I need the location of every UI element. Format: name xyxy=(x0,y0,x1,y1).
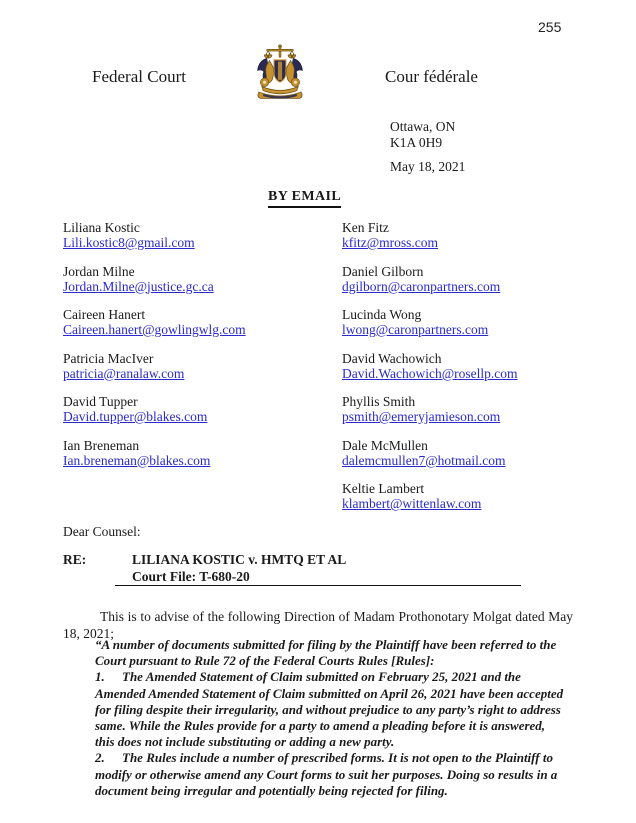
quote-item-number: 2. xyxy=(95,750,105,766)
recipient-name: Dale McMullen xyxy=(342,437,428,453)
recipient-email-link[interactable]: lwong@caronpartners.com xyxy=(342,322,489,337)
recipient xyxy=(63,351,335,381)
recipient-name: Phyllis Smith xyxy=(342,394,416,409)
recipient-email-link[interactable]: Ian.breneman@blakes.com xyxy=(63,452,211,468)
recipient-email-link[interactable]: Caireen.hanert@gowlingwlg.com xyxy=(63,322,246,337)
recipient xyxy=(63,220,335,250)
recipient xyxy=(342,438,630,468)
court-title-french: Cour fédérale xyxy=(385,67,478,86)
address-city: Ottawa, ON xyxy=(390,119,456,134)
case-title: LILIANA KOSTIC v. HMTQ ET AL xyxy=(132,552,347,567)
recipient-name: Liliana Kostic xyxy=(63,220,140,235)
quote-lead-paragraph: “A number of documents submitted for filing by the Plaintiff have been referred to the Court pursuant to Rule 72 of the Federal Courts Rules [Rules]: xyxy=(95,637,557,669)
page-number: 255 xyxy=(538,19,562,35)
delivery-method-heading: BY EMAIL xyxy=(268,189,341,208)
intro-paragraph: This is to advise of the following Direction of Madam Prothonotary Molgat dated May 18, 2021; xyxy=(63,608,573,641)
letter-date: May 18, 2021 xyxy=(390,159,466,174)
direction-quote-block xyxy=(95,637,567,799)
recipient-email-link[interactable]: patricia@ranalaw.com xyxy=(63,365,185,381)
recipient xyxy=(63,394,335,424)
recipient-email-link[interactable]: dalemcmullen7@hotmail.com xyxy=(342,452,506,468)
recipient-name: Jordan Milne xyxy=(63,263,135,279)
recipient xyxy=(342,264,630,294)
re-underline-rule xyxy=(115,585,521,586)
recipient xyxy=(342,394,630,424)
recipient-name: Caireen Hanert xyxy=(63,307,146,322)
recipient xyxy=(63,307,335,337)
salutation: Dear Counsel: xyxy=(63,524,141,539)
recipient-name: Patricia MacIver xyxy=(63,350,154,366)
quote-item-text: The Amended Statement of Claim submitted on February 25, 2021 and the Amended Amended Statement of Claim submitted on April 26, 2021 have been accepted for filing despite their irregularity, and without prejudice to any party’s right to address same. While the Rules provide for a party to amend a pleading before it is answered, this does not include substituting or adding a new party. xyxy=(95,669,564,750)
recipient xyxy=(342,481,630,511)
recipient xyxy=(63,264,335,294)
recipient-email-link[interactable]: dgilborn@caronpartners.com xyxy=(342,278,501,294)
recipient-name: Ken Fitz xyxy=(342,220,389,235)
re-subject-block xyxy=(63,552,533,585)
recipient-name: Daniel Gilborn xyxy=(342,263,424,279)
recipient-email-link[interactable]: David.tupper@blakes.com xyxy=(63,409,208,424)
recipient-column-left xyxy=(63,220,335,481)
recipient-name: Keltie Lambert xyxy=(342,481,425,496)
quote-item-text: The Rules include a number of prescribed forms. It is not open to the Plaintiff to modify or otherwise amend any Court forms to suit her purposes. Doing so results in a document being irregular and potentially being rejected for filing. xyxy=(95,750,558,798)
court-title-english: Federal Court xyxy=(92,67,186,86)
recipient xyxy=(342,307,630,337)
address-postal-code: K1A 0H9 xyxy=(390,135,443,150)
recipient-column-right xyxy=(342,220,630,525)
court-address xyxy=(390,119,455,151)
recipient xyxy=(342,351,630,381)
recipient-email-link[interactable]: David.Wachowich@rosellp.com xyxy=(342,365,518,381)
recipient-email-link[interactable]: Lili.kostic8@gmail.com xyxy=(63,235,195,250)
re-label: RE: xyxy=(63,552,87,567)
recipient xyxy=(63,438,335,468)
quote-item-2 xyxy=(95,750,567,799)
recipient-email-link[interactable]: Jordan.Milne@justice.gc.ca xyxy=(63,278,214,294)
quote-item-1 xyxy=(95,669,567,750)
recipient-name: Ian Breneman xyxy=(63,437,140,453)
recipient-name: David Tupper xyxy=(63,394,138,409)
recipient-name: David Wachowich xyxy=(342,350,442,366)
recipient xyxy=(342,220,630,250)
quote-item-number: 1. xyxy=(95,669,105,685)
recipient-name: Lucinda Wong xyxy=(342,307,422,322)
recipient-email-link[interactable]: klambert@wittenlaw.com xyxy=(342,496,482,511)
recipient-email-link[interactable]: psmith@emeryjamieson.com xyxy=(342,409,501,424)
federal-court-coat-of-arms-icon xyxy=(245,43,315,109)
recipient-email-link[interactable]: kfitz@mross.com xyxy=(342,235,439,250)
court-file-number: Court File: T-680-20 xyxy=(132,568,250,584)
